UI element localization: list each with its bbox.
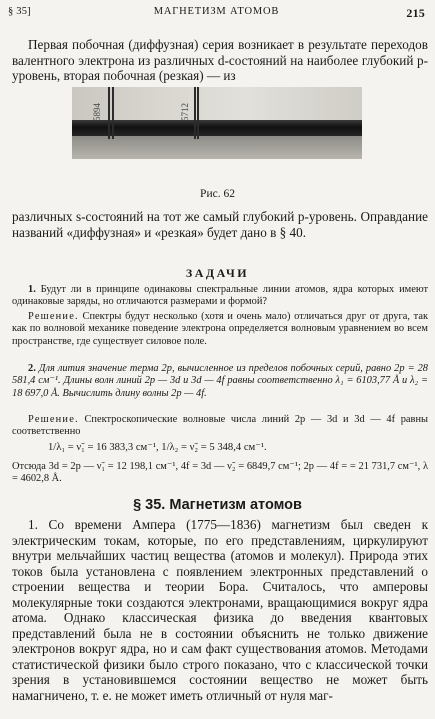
section-reference: § 35] xyxy=(8,6,31,17)
section-paragraph: 1. Со времени Ампера (1775—1836) магнетизм был сведен к электрическим токам, которые, по его представлениям, циркулируют внутри мельчайших частиц вещества (атомов и молекул). Природа этих токов была установлена с появлением электронных представлений о строении вещества и теории Бора. Считалось, что амперовы молекулярные токи создаются электронами, вращающимися вокруг ядра атома. Однако классическая физика до введения квантовых представлений была не в состоянии объяснить не только движение электронов вокруг ядра, но и сам факт существования атомов. Методами статистической физики было строго показано, что с классической точки зрения в установившемся состоянии вещество не может быть намагничено, т. е. не может иметь отличный от нуля маг- xyxy=(12,517,428,703)
solution-text: Спектроскопические волновые числа линий 2p — 3d и 3d — 4f равны соответственно xyxy=(12,414,428,438)
running-title: МАГНЕТИЗМ АТОМОВ xyxy=(153,6,280,17)
task-2-solution xyxy=(12,414,428,439)
solution-label: Решение. xyxy=(28,311,79,322)
task-number: 1. xyxy=(28,284,36,295)
running-header xyxy=(8,6,425,22)
page-number: 215 xyxy=(406,6,425,20)
spectrum-lower-field xyxy=(72,136,362,159)
task-2-result: Отсюда 3d = 2p — ν̃₁ = 12 198,1 см⁻¹, 4f = 3d — ν̃₂ = 6849,7 см⁻¹; 2p — 4f = = 21 731,7 см⁻¹, λ = 4602,8 Å. xyxy=(12,461,428,485)
spectral-line xyxy=(194,87,196,139)
tasks-heading: ЗАДАЧИ xyxy=(185,266,250,280)
spectral-line xyxy=(197,87,199,139)
task-1 xyxy=(12,284,428,309)
figure-caption: Рис. 62 xyxy=(200,188,235,200)
intro-paragraph: Первая побочная (диффузная) серия возникает в результате переходов валентного электрона из различных d-состояний на наиболее глубокий p-уровень, вторая побочная (резкая) — из xyxy=(12,37,428,83)
task-question: Для лития значение терма 2p, вычисленное из пределов побочных серий, равно 2p = 28 581,4 см⁻¹. Длины волн линий 2p — 3d и 3d — 4f равны соответственно λ₁ = 6103,77 Å и λ₂ = 18 697,0 Å. Вычислить длину волны 2p — 4f. xyxy=(12,363,428,399)
task-number: 2. xyxy=(28,363,36,374)
continuation-paragraph: различных s-состояний на тот же самый глубокий p-уровень. Оправдание названий «диффузная» и «резкая» будет дано в § 40. xyxy=(12,209,428,240)
spectral-line xyxy=(112,87,114,139)
spectrum-band xyxy=(72,120,362,136)
section-heading: § 35. Магнетизм атомов xyxy=(133,497,302,513)
task-question: Будут ли в принципе одинаковы спектральные линии атомов, ядра которых имеют одинаковые заряды, но отличаются размерами и формой? xyxy=(12,284,428,308)
line-label: 5712 xyxy=(180,103,190,121)
wavenumber-formula: 1/λ₁ = ν̃₁ = 16 383,3 см⁻¹, 1/λ₂ = ν̃₂ = 5 348,4 см⁻¹. xyxy=(48,442,267,453)
spectral-line xyxy=(108,87,110,139)
task-2 xyxy=(12,363,428,400)
spectrum-photo xyxy=(72,87,362,159)
line-label: 5894 xyxy=(92,103,102,121)
solution-text: Спектры будут несколько (хотя и очень мало) отличаться друг от друга, так как по волновой механике поведение электрона определяется волновым уравнением во всем пространстве, где существует силовое поле. xyxy=(12,311,428,347)
task-1-solution xyxy=(12,311,428,348)
solution-label: Решение. xyxy=(28,414,79,425)
